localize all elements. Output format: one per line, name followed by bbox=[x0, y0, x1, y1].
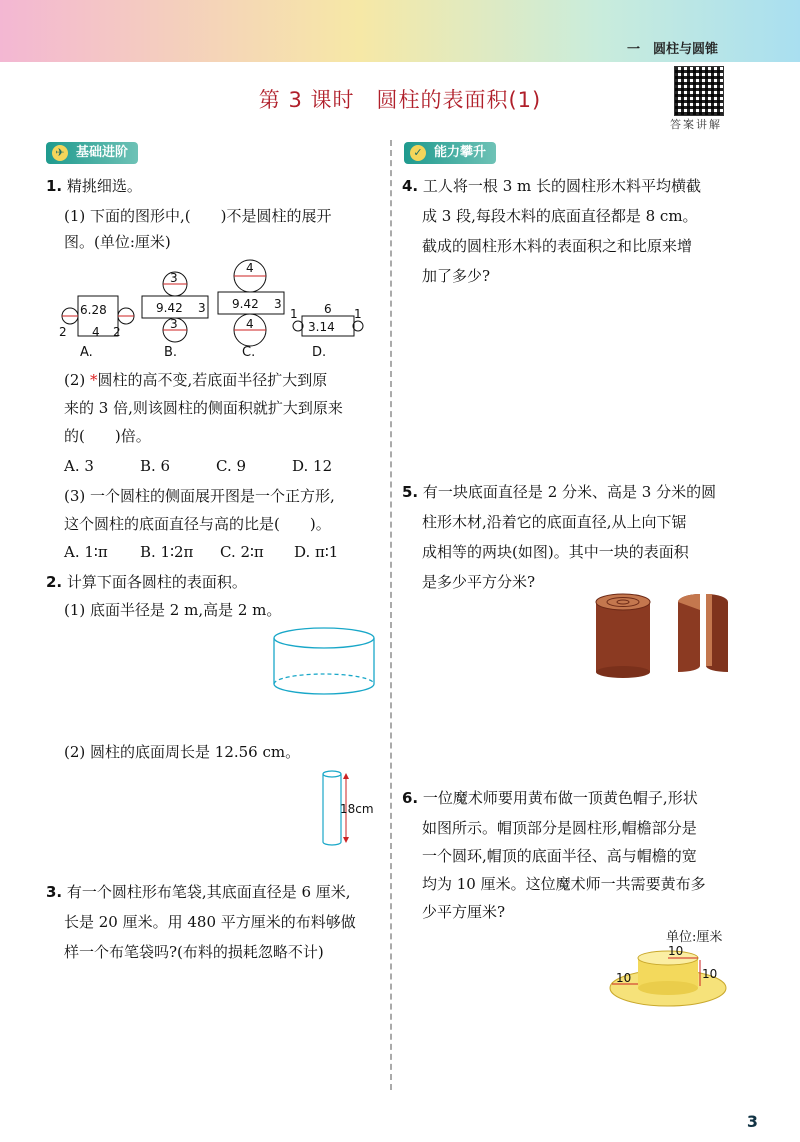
q4-line1-text: 工人将一根 3 m 长的圆柱形木料平均横截 bbox=[422, 177, 701, 195]
fig-a-label: A. bbox=[80, 345, 93, 360]
q4-line4: 加了多少? bbox=[422, 267, 491, 285]
section-advanced-label: 能力攀升 bbox=[434, 145, 487, 160]
q6-unit: 单位:厘米 bbox=[666, 930, 723, 945]
fig-a-rect: 6.28 bbox=[80, 303, 107, 317]
thumbs-up-icon: ✓ bbox=[410, 145, 426, 161]
q5-line1: 5. 有一块底面直径是 2 分米、高是 3 分米的圆 bbox=[402, 483, 717, 501]
log-whole bbox=[596, 594, 650, 678]
q4-line3: 截成的圆柱形木料的表面积之和比原来增 bbox=[422, 237, 693, 255]
q5-log-illustration bbox=[590, 590, 750, 680]
q2-part1: (1) 底面半径是 2 m,高是 2 m。 bbox=[64, 601, 282, 619]
fig-c-top: 4 bbox=[246, 261, 254, 275]
qr-label: 答案讲解 bbox=[670, 118, 722, 131]
q2-heading: 2. 计算下面各圆柱的表面积。 bbox=[46, 573, 247, 591]
fig-c-bottom: 4 bbox=[246, 317, 254, 331]
q4-line2: 成 3 段,每段木料的底面直径都是 8 cm。 bbox=[422, 207, 698, 225]
qr-code[interactable] bbox=[674, 66, 724, 116]
q2-heading-text: 计算下面各圆柱的表面积。 bbox=[66, 573, 247, 591]
q3-line3: 样一个布笔袋吗?(布料的损耗忽略不计) bbox=[64, 943, 324, 961]
q1-heading: 1. 精挑细选。 bbox=[46, 177, 142, 195]
q1-part2-line3: 的( )倍。 bbox=[64, 427, 151, 445]
fig-c-rect: 9.42 bbox=[232, 297, 259, 311]
q3-line2: 长是 20 厘米。用 480 平方厘米的布料够做 bbox=[64, 913, 356, 931]
q1-part2-line2: 来的 3 倍,则该圆柱的侧面积就扩大到原来 bbox=[64, 399, 343, 417]
figure-a bbox=[59, 296, 134, 360]
q6-dim-height: 10 bbox=[702, 967, 718, 981]
q3-line1: 3. 有一个圆柱形布笔袋,其底面直径是 6 厘米, bbox=[46, 883, 351, 901]
q6-line5: 少平方厘米? bbox=[422, 903, 506, 921]
runner-icon: ✈ bbox=[52, 145, 68, 161]
fig-d-label: D. bbox=[312, 345, 327, 360]
q1-part2-line1: (2) *圆柱的高不变,若底面半径扩大到原 bbox=[64, 371, 328, 389]
q6-line1-text: 一位魔术师要用黄布做一顶黄色帽子,形状 bbox=[422, 789, 698, 807]
figure-d bbox=[290, 302, 363, 360]
q6-line1: 6. 一位魔术师要用黄布做一顶黄色帽子,形状 bbox=[402, 789, 698, 807]
q6-dim-brim: 10 bbox=[616, 971, 632, 985]
figure-c bbox=[218, 260, 284, 360]
q1-net-figures bbox=[56, 258, 376, 366]
section-basic bbox=[46, 142, 138, 164]
q1-part2-opt-c[interactable]: C. 9 bbox=[216, 457, 247, 475]
fig-b-label: B. bbox=[164, 345, 178, 360]
figure-b bbox=[142, 271, 208, 360]
q5-line3: 成相等的两块(如图)。其中一块的表面积 bbox=[422, 543, 689, 561]
q6-line4: 均为 10 厘米。这位魔术师一共需要黄布多 bbox=[422, 875, 706, 893]
fig-c-right: 3 bbox=[274, 297, 282, 311]
page-title: 第 3 课时 圆柱的表面积(1) bbox=[258, 88, 542, 112]
section-basic-label: 基础进阶 bbox=[76, 145, 129, 160]
fig-b-right: 3 bbox=[198, 301, 206, 315]
fig-a-right: 2 bbox=[113, 325, 121, 339]
q2-dim-height: 18cm bbox=[340, 802, 374, 816]
fig-d-left: 1 bbox=[290, 307, 298, 321]
fig-b-top: 3 bbox=[170, 271, 178, 285]
fig-a-bottom: 4 bbox=[92, 325, 100, 339]
chapter-label: 一 圆柱与圆锥 bbox=[626, 42, 718, 57]
q3-line1-text: 有一个圆柱形布笔袋,其底面直径是 6 厘米, bbox=[66, 883, 351, 901]
q4-line1: 4. 工人将一根 3 m 长的圆柱形木料平均横截 bbox=[402, 177, 701, 195]
fig-d-right: 1 bbox=[354, 307, 362, 321]
q1-part1-line1: (1) 下面的图形中,( )不是圆柱的展开 bbox=[64, 207, 332, 225]
q2-cylinder-tall bbox=[318, 766, 382, 852]
q5-line1-text: 有一块底面直径是 2 分米、高是 3 分米的圆 bbox=[422, 483, 717, 501]
q5-line4: 是多少平方分米? bbox=[422, 573, 536, 591]
q1-part2-line1-text: 圆柱的高不变,若底面半径扩大到原 bbox=[97, 371, 328, 389]
challenge-star-icon: * bbox=[90, 371, 98, 389]
q1-part2-opt-a[interactable]: A. 3 bbox=[64, 457, 94, 475]
log-split bbox=[678, 594, 728, 672]
section-advanced bbox=[404, 142, 496, 164]
q6-dim-radius: 10 bbox=[668, 944, 684, 958]
q1-part3-opt-c[interactable]: C. 2∶π bbox=[220, 543, 264, 561]
q5-line2: 柱形木材,沿着它的底面直径,从上向下锯 bbox=[422, 513, 687, 531]
column-divider bbox=[390, 140, 392, 1090]
q1-part3-opt-a[interactable]: A. 1∶π bbox=[64, 543, 108, 561]
fig-c-label: C. bbox=[242, 345, 256, 360]
fig-b-bottom: 3 bbox=[170, 317, 178, 331]
fig-b-rect: 9.42 bbox=[156, 301, 183, 315]
q1-part3-opt-d[interactable]: D. π∶1 bbox=[294, 543, 339, 561]
fig-d-top: 6 bbox=[324, 302, 332, 316]
q1-part2-opt-d[interactable]: D. 12 bbox=[292, 457, 333, 475]
q6-hat-illustration bbox=[604, 944, 734, 1014]
q1-part2-opt-b[interactable]: B. 6 bbox=[140, 457, 171, 475]
q6-line2: 如图所示。帽顶部分是圆柱形,帽檐部分是 bbox=[422, 819, 697, 837]
q2-cylinder-wide bbox=[272, 626, 378, 698]
q2-part2: (2) 圆柱的底面周长是 12.56 cm。 bbox=[64, 743, 301, 761]
page-number: 3 bbox=[746, 1112, 758, 1131]
fig-a-left: 2 bbox=[59, 325, 67, 339]
q6-line3: 一个圆环,帽顶的底面半径、高与帽檐的宽 bbox=[422, 847, 697, 865]
q1-part3-line2: 这个圆柱的底面直径与高的比是( )。 bbox=[64, 515, 331, 533]
q1-part3-opt-b[interactable]: B. 1∶2π bbox=[140, 543, 194, 561]
q1-part1-line2: 图。(单位:厘米) bbox=[64, 233, 171, 251]
q1-part3-line1: (3) 一个圆柱的侧面展开图是一个正方形, bbox=[64, 487, 335, 505]
q1-heading-text: 精挑细选。 bbox=[66, 177, 142, 195]
fig-d-rect: 3.14 bbox=[308, 320, 335, 334]
